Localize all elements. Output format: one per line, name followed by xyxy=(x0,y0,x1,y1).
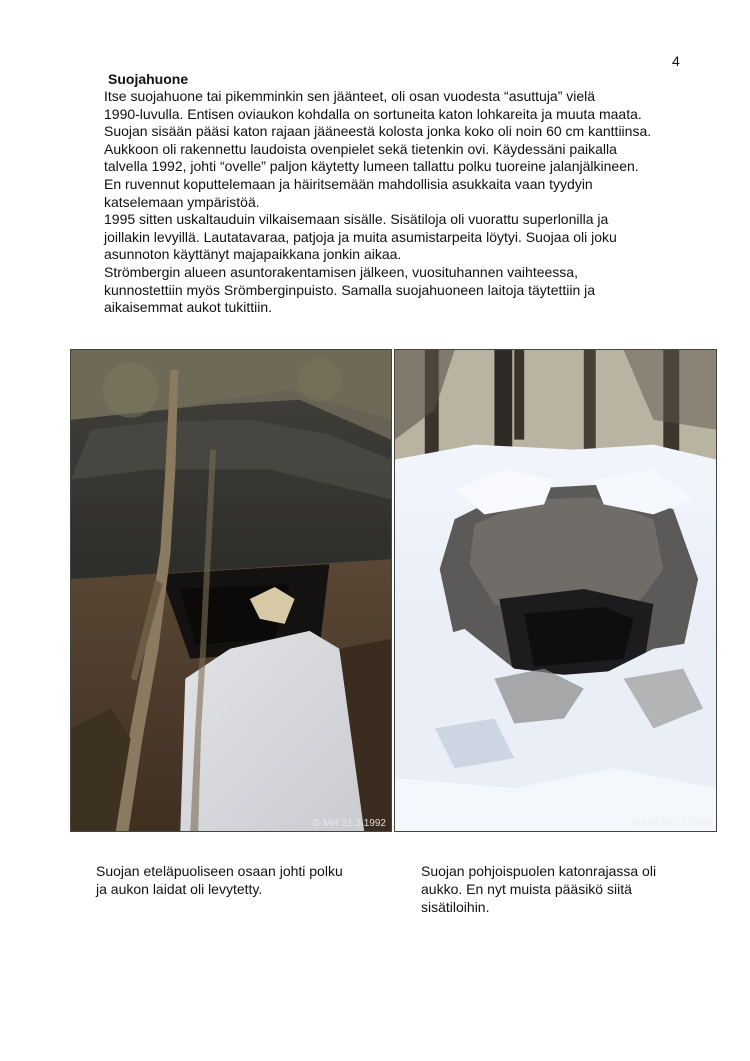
section-heading: Suojahuone xyxy=(108,71,189,87)
body-line: En ruvennut koputtelemaan ja häiritsemään mahdollisia asukkaita vaan tyydyin xyxy=(104,175,593,192)
photo-caption-left xyxy=(96,862,343,898)
photo-shelter-north-image xyxy=(395,350,716,831)
photo-shelter-north xyxy=(394,349,717,832)
body-line: joillakin levyillä. Lautatavaraa, patjoja ja muita asumistarpeita löytyi. Suojaa oli joku xyxy=(104,228,617,245)
caption-line: aukko. En nyt muista pääsikö siitä xyxy=(421,881,632,897)
body-paragraph xyxy=(104,88,714,317)
body-line: Suojan sisään pääsi katon rajaan jääneestä kolosta jonka koko oli noin 60 cm kanttiinsa. xyxy=(104,123,652,140)
body-line: katselemaan ympäristöä. xyxy=(104,193,260,210)
body-line: asunnoton käyttänyt majapaikkana jonkin aikaa. xyxy=(104,246,402,263)
body-line: 1995 sitten uskaltauduin vilkaisemaan sisälle. Sisätiloja oli vuorattu superlonilla ja xyxy=(104,211,609,228)
caption-line: Suojan eteläpuoliseen osaan johti polku xyxy=(96,863,343,879)
photo-shelter-south-image xyxy=(71,350,391,831)
body-line: talvella 1992, johti “ovelle” paljon käytetty lumeen tallattu polku tuoreine jalanjälkineen. xyxy=(104,158,639,175)
photo-caption-right xyxy=(421,862,656,916)
caption-line: Suojan pohjoispuolen katonrajassa oli xyxy=(421,863,657,879)
photo-watermark: © MH 21.3.1992 xyxy=(313,818,386,829)
body-line: 1990-luvulla. Entisen oviaukon kohdalla on sortuneita katon lohkareita ja muuta maata. xyxy=(104,105,642,122)
caption-line: sisätiloihin. xyxy=(421,899,490,915)
body-line: Itse suojahuone tai pikemminkin sen jäänteet, oli osan vuodesta “asuttuja” vielä xyxy=(104,88,596,104)
body-line: kunnostettiin myös Srömberginpuisto. Samalla suojahuoneen laitoja täytettiin ja xyxy=(104,281,596,298)
body-line: Strömbergin alueen asuntorakentamisen jälkeen, vuosituhannen vaihteessa, xyxy=(104,263,578,280)
caption-line: ja aukon laidat oli levytetty. xyxy=(96,881,263,897)
photo-shelter-south xyxy=(70,349,392,832)
body-line: aikaisemmat aukot tukittiin. xyxy=(104,299,273,316)
photo-watermark: © MH 28.12.1995 xyxy=(632,818,711,829)
body-line: Aukkoon oli rakennettu laudoista ovenpielet sekä tietenkin ovi. Käydessäni paikalla xyxy=(104,140,617,157)
page-number: 4 xyxy=(672,53,680,69)
